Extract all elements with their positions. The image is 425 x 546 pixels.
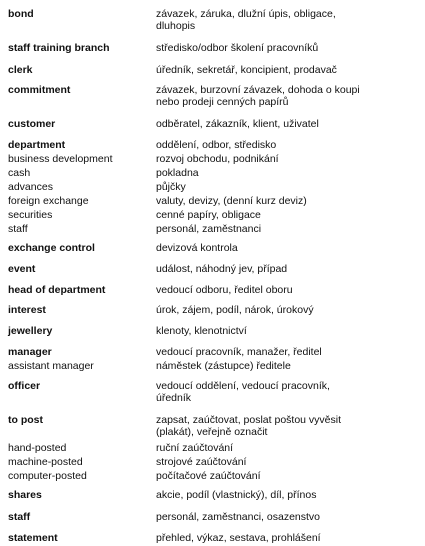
definition-line: ruční zaúčtování (156, 442, 234, 454)
definition-line: středisko/odbor školení pracovníků (156, 42, 319, 54)
term: manager (8, 346, 52, 358)
term: staff (8, 511, 31, 523)
term: computer-posted (8, 470, 87, 482)
definition-line: nebo prodeji cenných papírů (156, 96, 289, 108)
term: bond (8, 8, 34, 20)
definition-line: rozvoj obchodu, podnikání (156, 153, 279, 165)
definition (156, 263, 418, 275)
definition (156, 489, 418, 501)
definition-line: náměstek (zástupce) ředitele (156, 360, 291, 372)
term: head of department (8, 284, 106, 296)
definition (156, 139, 418, 151)
term: advances (8, 181, 53, 193)
definition (156, 346, 418, 358)
definition-line: vedoucí oddělení, vedoucí pracovník, (156, 380, 330, 392)
definition-line: strojové zaúčtování (156, 456, 247, 468)
definition-line: vedoucí odboru, ředitel oboru (156, 284, 293, 296)
definition (156, 209, 418, 221)
term: event (8, 263, 36, 275)
definition (156, 223, 418, 235)
term: staff (8, 223, 28, 235)
definition (156, 195, 418, 207)
definition (156, 167, 418, 179)
definition-line: zapsat, zaúčtovat, poslat poštou vyvěsit (156, 414, 342, 426)
definition-line: úředník, sekretář, koncipient, prodavač (156, 64, 337, 76)
definition (156, 304, 418, 316)
definition-line: personál, zaměstnanci (156, 223, 262, 235)
definition (156, 118, 418, 130)
definition (156, 360, 418, 372)
definition (156, 532, 418, 544)
definition (156, 42, 418, 54)
definition-line: oddělení, odbor, středisko (156, 139, 277, 151)
definition-line: pokladna (156, 167, 199, 179)
definition (156, 380, 418, 404)
term: hand-posted (8, 442, 67, 454)
definition-line: odběratel, zákazník, klient, uživatel (156, 118, 319, 130)
definition (156, 242, 418, 254)
definition (156, 8, 418, 32)
definition-line: valuty, devizy, (denní kurz deviz) (156, 195, 307, 207)
definition-line: (plakát), veřejně označit (156, 426, 268, 438)
term: shares (8, 489, 42, 501)
term: assistant manager (8, 360, 94, 372)
definition (156, 284, 418, 296)
definition-line: cenné papíry, obligace (156, 209, 261, 221)
term: cash (8, 167, 31, 179)
definition-line: úrok, zájem, podíl, nárok, úrokový (156, 304, 314, 316)
definition (156, 84, 418, 108)
definition-line: událost, náhodný jev, případ (156, 263, 288, 275)
term: commitment (8, 84, 71, 96)
definition-line: devizová kontrola (156, 242, 238, 254)
definition-line: klenoty, klenotnictví (156, 325, 247, 337)
term: jewellery (8, 325, 53, 337)
definition-line: závazek, burzovní závazek, dohoda o koupi (156, 84, 360, 96)
term: to post (8, 414, 43, 426)
term: machine-posted (8, 456, 83, 468)
definition-line: akcie, podíl (vlastnický), díl, přínos (156, 489, 317, 501)
definition-line: počítačové zaúčtování (156, 470, 261, 482)
definition-line: dluhopis (156, 20, 196, 32)
definition (156, 64, 418, 76)
term: business development (8, 153, 113, 165)
term: staff training branch (8, 42, 110, 54)
term: interest (8, 304, 46, 316)
term: securities (8, 209, 53, 221)
term: statement (8, 532, 58, 544)
term: department (8, 139, 66, 151)
definition-line: půjčky (156, 181, 186, 193)
definition-line: úředník (156, 392, 192, 404)
definition (156, 153, 418, 165)
definition (156, 442, 418, 454)
definition (156, 414, 418, 438)
definition-line: vedoucí pracovník, manažer, ředitel (156, 346, 322, 358)
definition-line: závazek, záruka, dlužní úpis, obligace, (156, 8, 336, 20)
definition (156, 181, 418, 193)
definition-line: přehled, výkaz, sestava, prohlášení (156, 532, 321, 544)
term: customer (8, 118, 56, 130)
term: exchange control (8, 242, 95, 254)
term: officer (8, 380, 41, 392)
definition (156, 325, 418, 337)
term: foreign exchange (8, 195, 89, 207)
definition-line: personál, zaměstnanci, osazenstvo (156, 511, 321, 523)
definition (156, 456, 418, 468)
term: clerk (8, 64, 33, 76)
definition (156, 470, 418, 482)
definition (156, 511, 418, 523)
